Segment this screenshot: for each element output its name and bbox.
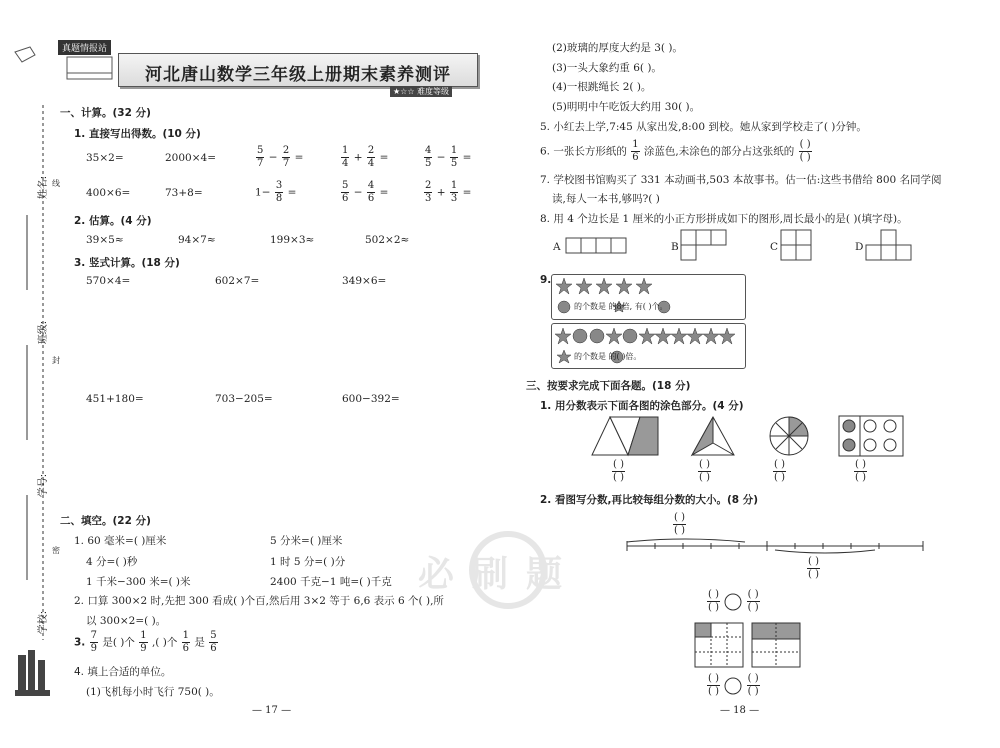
binding-line	[0, 0, 60, 748]
watermark: 必刷题	[418, 530, 598, 610]
difficulty-badge: ★☆☆ 难度等级	[390, 86, 452, 97]
opt-c-label: C	[770, 241, 779, 253]
q1-title: 1. 直接写出得数。(10 分)	[74, 128, 201, 140]
calc-2000x4: 2000×4=	[165, 152, 216, 164]
q9-label: 9.	[540, 274, 552, 286]
est-1: 39×5≈	[86, 234, 124, 246]
calc-73plus8: 73+8=	[165, 187, 203, 199]
fill-4-1: (1)飞机每小时飞行 750( )。	[86, 686, 220, 698]
fill-2a: 2. 口算 300×2 时,先把 300 看成( )个百,然后用 3×2 等于 6,6 表示 6 个( ),所	[74, 595, 444, 607]
est-4: 502×2≈	[365, 234, 410, 246]
unit-4: (4)一根跳绳长 2( )。	[552, 81, 652, 93]
header-decoration	[62, 55, 120, 83]
shape-c	[780, 229, 816, 265]
vert-4: 451+180=	[86, 393, 144, 405]
fill-1c: 4 分=( )秒	[86, 556, 138, 568]
opt-d-label: D	[855, 241, 864, 253]
section-tasks: 三、按要求完成下面各题。(18 分)	[526, 380, 691, 392]
fill-3: 3. $\frac{7}{9}$ 是( )个 $\frac{1}{9}$ ,( )个 $\frac{1}{6}$ 是 $\frac{5}{6}$	[74, 630, 217, 654]
fill-1b: 5 分米=( )厘米	[270, 535, 343, 547]
answer-frac-top: $\frac{( )}{( )}$	[674, 512, 685, 536]
q9-box-1-text: 的个数是 的8倍, 有( )个。	[574, 302, 668, 311]
school-label: 学校:	[38, 610, 50, 635]
opt-a-label: A	[553, 241, 561, 253]
calc-frac-6: $\frac{2}{3}$ + $\frac{1}{3}$ =	[425, 180, 472, 204]
fig-dots-grid	[838, 415, 904, 457]
opt-b-label: B	[671, 241, 679, 253]
fill-4-title: 4. 填上合适的单位。	[74, 666, 172, 678]
fig-triangles	[590, 415, 660, 457]
q9-box-2	[551, 323, 746, 369]
calc-frac-5: $\frac{5}{6}$ − $\frac{4}{6}$ =	[342, 180, 389, 204]
q6: 6. 一张长方形纸的 $\frac{1}{6}$ 涂蓝色,未涂色的部分占这张纸的 $\frac{( )}{( )}$	[540, 139, 811, 163]
est-3: 199×3≈	[270, 234, 315, 246]
page-number-left: — 17 —	[252, 705, 292, 716]
fill-1e: 1 千米−300 米=( )米	[86, 576, 191, 588]
section-calc: 一、计算。(32 分)	[60, 107, 151, 119]
unit-5: (5)明明中午吃饭大约用 30( )。	[552, 101, 701, 113]
answer-frac-bottom: $\frac{( )}{( )}$	[808, 556, 819, 580]
fill-1a: 1. 60 毫米=( )厘米	[74, 535, 167, 547]
calc-35x2: 35×2=	[86, 152, 124, 164]
seal-line-1: 线	[52, 179, 60, 188]
vert-3: 349×6=	[342, 275, 387, 287]
fig-squares-compare	[694, 622, 804, 668]
compare-circle-2[interactable]	[724, 677, 742, 695]
q9-stars-row	[552, 275, 745, 319]
fill-2b: 以 300×2=( )。	[86, 615, 167, 627]
fig-triangle-split	[690, 415, 736, 457]
vert-2: 602×7=	[215, 275, 260, 287]
calc-frac-3: $\frac{4}{5}$ − $\frac{1}{5}$ =	[425, 145, 472, 169]
calc-frac-1: $\frac{5}{7}$ − $\frac{2}{7}$ =	[257, 145, 304, 169]
fill-1d: 1 时 5 分=( )分	[270, 556, 346, 568]
calc-400x6: 400×6=	[86, 187, 131, 199]
q9-box-1	[551, 274, 746, 320]
fig-number-line	[625, 536, 925, 556]
calc-frac-2: $\frac{1}{4}$ + $\frac{2}{4}$ =	[342, 145, 389, 169]
calc-frac-4: 1− $\frac{3}{8}$ =	[255, 180, 297, 204]
q7b: 读,每人一本书,够吗?( )	[552, 193, 660, 205]
vert-1: 570×4=	[86, 275, 131, 287]
page-title: 河北唐山数学三年级上册期末素养测评	[145, 65, 451, 85]
q3-title: 3. 竖式计算。(18 分)	[74, 257, 180, 269]
t2-title: 2. 看图写分数,再比较每组分数的大小。(8 分)	[540, 494, 758, 506]
answer-frac-2: $\frac{( )}{( )}$	[699, 459, 710, 483]
q9-box-2-text: 的个数是 的( )倍。	[574, 352, 642, 361]
answer-frac-1: $\frac{( )}{( )}$	[613, 459, 624, 483]
q2-title: 2. 估算。(4 分)	[74, 215, 152, 227]
fig-circle	[768, 415, 810, 457]
vert-6: 600−392=	[342, 393, 400, 405]
q5: 5. 小红去上学,7:45 从家出发,8:00 到校。她从家到学校走了( )分钟。	[540, 121, 867, 133]
vert-5: 703−205=	[215, 393, 273, 405]
id-label: 学号:	[38, 473, 50, 498]
header-box	[118, 53, 478, 87]
binding-margin	[0, 0, 60, 748]
name-label: 姓名:	[38, 175, 50, 200]
header-tag: 真题情报站	[58, 40, 111, 55]
answer-frac-4: $\frac{( )}{( )}$	[855, 459, 866, 483]
est-2: 94×7≈	[178, 234, 216, 246]
shape-b	[680, 229, 730, 265]
section-fill: 二、填空。(22 分)	[60, 515, 151, 527]
seal-line-2: 封	[52, 356, 60, 365]
page-number-right: — 18 —	[720, 705, 760, 716]
fill-1f: 2400 千克−1 吨=( )千克	[270, 576, 392, 588]
q7a: 7. 学校图书馆购买了 331 本动画书,503 本故事书。估一估:这些书借给 800 名同学阅	[540, 174, 942, 186]
compare-row-2: $\frac{( )}{( )}$ $\frac{( )}{( )}$	[708, 673, 759, 697]
shape-a	[565, 237, 629, 255]
t1-title: 1. 用分数表示下面各图的涂色部分。(4 分)	[540, 400, 744, 412]
unit-3: (3)一头大象约重 6( )。	[552, 62, 662, 74]
compare-row-1: $\frac{( )}{( )}$ $\frac{( )}{( )}$	[708, 589, 759, 613]
unit-2: (2)玻璃的厚度大约是 3( )。	[552, 42, 683, 54]
shape-d	[865, 229, 915, 265]
compare-circle-1[interactable]	[724, 593, 742, 611]
answer-frac-3: $\frac{( )}{( )}$	[774, 459, 785, 483]
class-label: 班级:	[38, 320, 50, 345]
q8: 8. 用 4 个边长是 1 厘米的小正方形拼成如下的图形,周长最小的是( )(填字母)。	[540, 213, 908, 225]
seal-line-3: 密	[52, 546, 60, 555]
